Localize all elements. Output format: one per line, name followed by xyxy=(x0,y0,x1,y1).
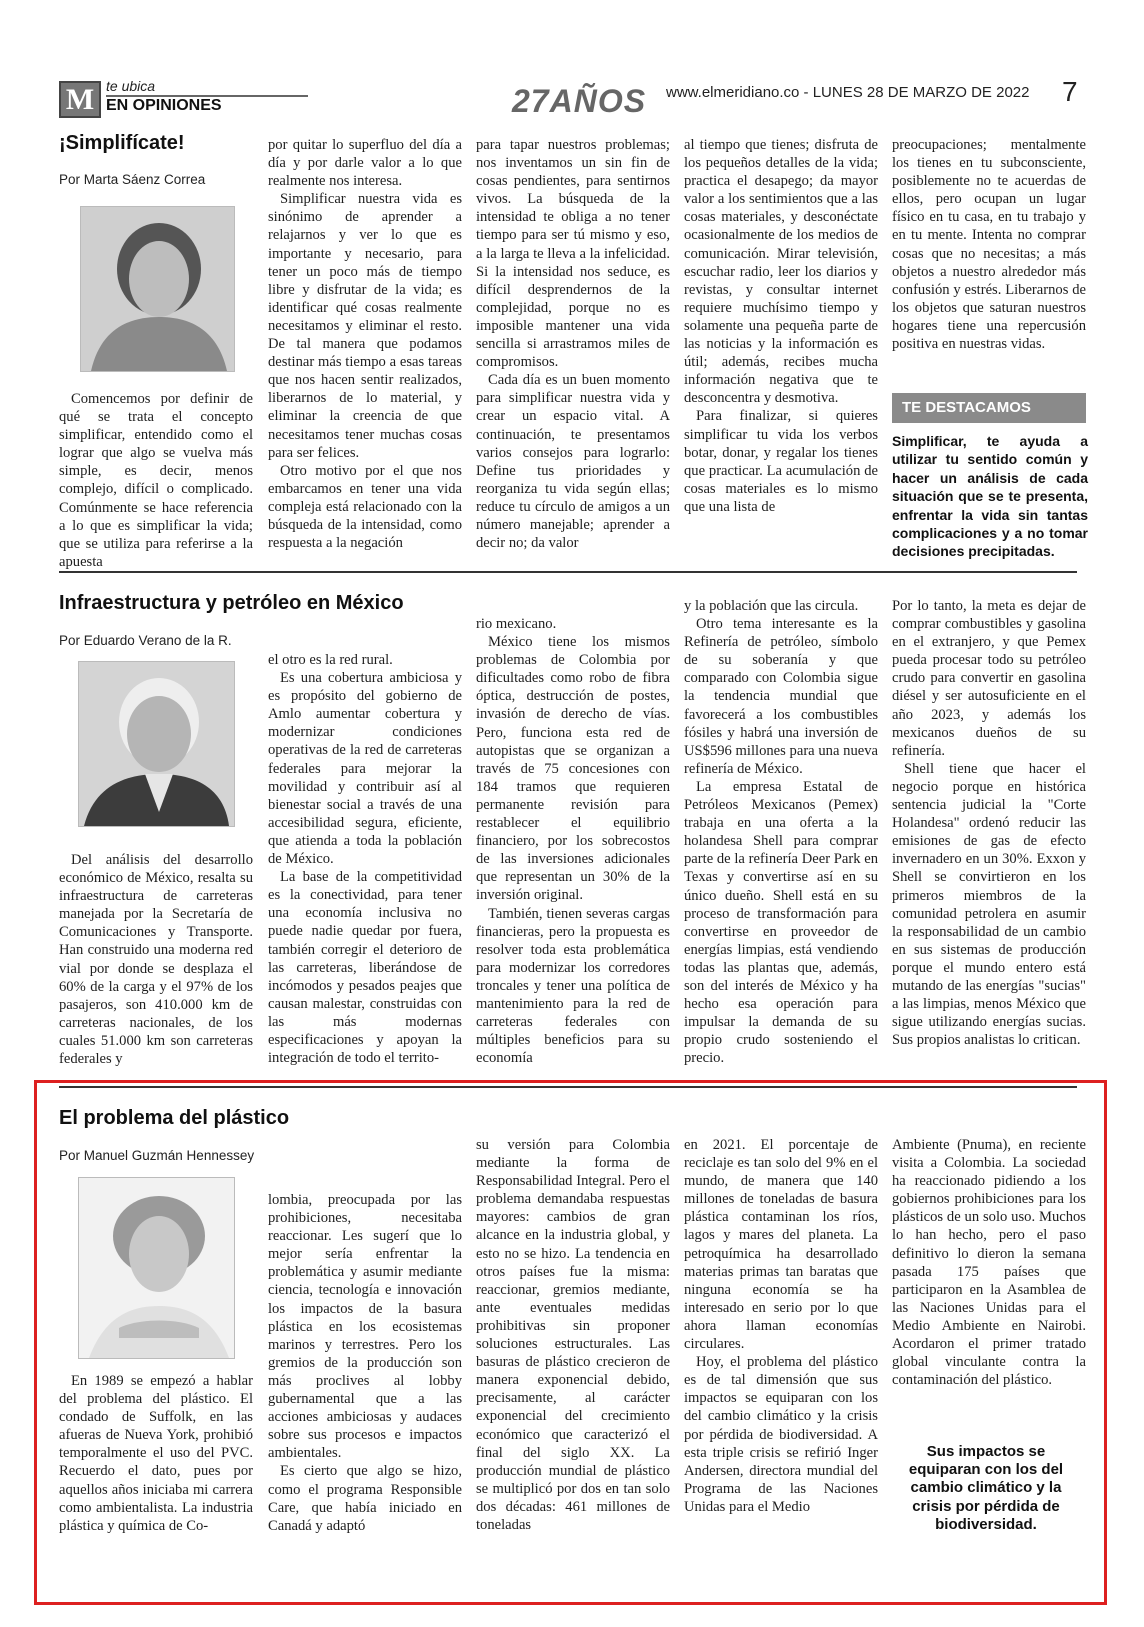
paragraph: En 1989 se empezó a hablar del problema del plástico. El condado de Suffolk, en las afueras de Nueva York, prohibió temporalmente el uso del PVC. Recuerdo el dato, pues por aquellos años iniciaba mi carrera como ambientalista. La industria plástica y química de Co- xyxy=(59,1373,253,1534)
paragraph: También, tienen severas cargas financieras, pero la propuesta es resolver toda esta problemática para modernizar los corredores troncales y tener una política de mantenimiento para la red de carreteras federales con múltiples beneficios para su economía xyxy=(476,905,670,1067)
paragraph: Es cierto que algo se hizo, como el programa Responsible Care, que había iniciado en Canadá y adaptó xyxy=(268,1463,462,1534)
paragraph: México tiene los mismos problemas de Colombia por dificultades como robo de fibra óptica, destrucción de postes, invasión de derecho de vías. Pero, funciona esta red de autopistas que se organizan a través de 75 concesiones con 184 tramos que requieren permanente revisión para restablecer el equilibrio financiero, por los sobrecostos de las inversiones adicionales que representan un 30% de la inversión original. xyxy=(476,634,670,904)
pull-quote: Sus impactos se equiparan con los del cambio climático y la crisis por pérdida de biodiversidad. xyxy=(908,1443,1064,1533)
article3-column-3 xyxy=(476,1136,670,1554)
author-photo-eduardo xyxy=(78,661,235,827)
section-divider xyxy=(59,571,1077,573)
paragraph: y la población que las circula. xyxy=(684,598,859,614)
paragraph: Otro motivo por el que nos embarcamos en tener una vida compleja está relacionado con la búsqueda de la intensidad, como respuesta a la negación xyxy=(268,462,462,552)
te-destacamos-text: Simplificar, te ayuda a utilizar tu sentido común y hacer un análisis de cada situación que se te presenta, enfrentar la vida sin tantas complicaciones y a no tomar decisiones precipitadas. xyxy=(892,433,1088,560)
paragraph: Por lo tanto, la meta es dejar de comprar combustibles y gasolina en el extranjero, y que Pemex pueda procesar todo su petróleo crudo para convertir en gasolina diésel y ser autosuficiente en el año 2023, y además los mexicanos dueños de su refinería. xyxy=(892,598,1086,759)
article3-headline: El problema del plástico xyxy=(59,1107,290,1129)
article3-byline: Por Manuel Guzmán Hennessey xyxy=(59,1148,255,1163)
paragraph: su versión para Colombia mediante la forma de Responsabilidad Integral. Pero el problema demandaba respuestas mayores: cambios de gran alcance en la industria global, y esto no se hizo. La tendencia en otros países fue la misma: reaccionar, gremios mediante, ante eventuales medidas prohibitivas sin proponer soluciones estructurales. Las basuras de plástico crecieron de manera exponencial debido, precisamente, al carácter exponencial del crecimiento económico que caracterizó el final del siglo XX. La producción mundial de plástico se multiplicó por dos en tan solo dos décadas: 461 millones de toneladas xyxy=(476,1137,670,1533)
paragraph: Otro tema interesante es la Refinería de petróleo, símbolo de su soberanía y que comparado con Colombia sigue la tendencia mundial que favorecerá a los combustibles fósiles y habrá una inversión de US$596 millones para una nueva refinería de México. xyxy=(684,616,878,777)
article2-column-2 xyxy=(268,651,462,1067)
paragraph: en 2021. El porcentaje de reciclaje es tan solo del 9% en el mundo, de manera que 140 millones de toneladas de basura plástica contaminan los ríos, lagos y mares del planeta. La petroquímica ha desarrollado materias primas tan baratas que ninguna economía se ha interesado en serio por lo que ahora llaman economías circulares. xyxy=(684,1137,878,1353)
author-photo-manuel xyxy=(78,1177,235,1359)
paragraph: para tapar nuestros problemas; nos inventamos un sin fin de cosas pendientes, para sentirnos vivos. La búsqueda de la intensidad te obliga a no tener tiempo para ser tú mismo y eso, a la larga te lleva a la infelicidad. Si la intensidad nos seduce, es difícil desprendernos de la complejidad, porque no es imposible mantener una vida sencilla si arrastramos miles de compromisos. xyxy=(476,137,670,371)
article1-column-2 xyxy=(268,136,462,561)
paragraph: La base de la competitividad es la conectividad, para tener una economía inclusiva no puede nadie quedar por fuera, también corregir el deterioro de las carreteras, liberándose de incómodos y pesados peajes que causan malestar, construidas con las más modernas especificaciones y apoyan la integración de todo el territo- xyxy=(268,869,462,1067)
article3-column-5 xyxy=(892,1136,1086,1411)
article1-headline: ¡Simplifícate! xyxy=(59,132,185,154)
paragraph: Es una cobertura ambiciosa y es propósito del gobierno de Amlo aumentar cobertura y modernizar condiciones operativas de la red de carreteras federales para mejorar la movilidad y contribuir así al bienestar social a través de una accesibilidad segura, eficiente, que atienda a toda la población de México. xyxy=(268,670,462,868)
article1-column-5 xyxy=(892,136,1086,381)
paragraph: Shell tiene que hacer el negocio porque en histórica sentencia judicial la "Corte Holandesa" ordenó reducir las emisiones de gas de efecto invernadero en un 30%. Exxon y Shell se convirtieron en los primeros miembros de la comunidad petrolera en asumir la responsabilidad de un cambio en sus sistemas de producción porque el mundo entero está mutando de las energías "sucias" a las limpias, menos México que sigue utilizando energías sucias. Sus propios analistas lo critican. xyxy=(892,760,1086,1049)
article3-column-2 xyxy=(268,1191,462,1554)
article3-column-4 xyxy=(684,1136,878,1554)
paragraph: el otro es la red rural. xyxy=(268,652,393,668)
paragraph: al tiempo que tienes; disfruta de los pequeños detalles de la vida; practica el desapego; da mayor valor a los sentimientos que a las cosas materiales, y desconéctate ocasionalmente de los medios de comunicación. Mirar televisión, escuchar radio, leer los diarios y revistas, y consultar internet requiere muchísimo tiempo y solamente una pequeña parte de las noticias y la información es útil; además, recibes mucha información negativa que te desconcentra y desmotiva. xyxy=(684,137,878,407)
article2-column-4 xyxy=(684,597,878,1067)
section-name: EN OPINIONES xyxy=(106,97,222,114)
article2-byline: Por Eduardo Verano de la R. xyxy=(59,633,232,648)
paragraph: La empresa Estatal de Petróleos Mexicanos (Pemex) trabaja en una oferta a la holandesa Shell para comprar parte de la refinería Deer Park en Texas y convertirse así en su único dueño. Shell está en su proceso de transformación para convertirse en proveedor de energías limpias, está vendiendo todas las plantas que, además, son del interés de México y ha hecho esa operación para impulsar la demanda de su propio crudo sosteniendo el precio. xyxy=(684,778,878,1067)
article1-column-1 xyxy=(59,390,253,570)
paragraph: preocupaciones; mentalmente los tienes en tu subconsciente, posiblemente no te acuerdas de ellos, pero ocupan un lugar físico en tu casa, en tu trabajo y en tu mente. Intenta no comprar cosas que no necesitas; a más objetos a nuestro alrededor más confusión y estrés. Liberarnos de los objetos que saturan nuestros hogares tiene una repercusión positiva en nuestras vidas. xyxy=(892,137,1086,353)
paragraph: Del análisis del desarrollo económico de México, resalta su infraestructura de carreteras manejada por la Secretaría de Comunicaciones y Transporte. Han construido una moderna red vial por donde se desplaza el 60% de la carga y el 97% de los pasajeros, son 410.000 km de carreteras nacionales, de los cuales 51.000 km son carreteras federales y xyxy=(59,852,253,1068)
paragraph: lombia, preocupada por las prohibiciones, necesitaba reaccionar. Les sugerí que lo mejor sería enfrentar la problemática y asumir mediante ciencia, tecnología e innovación los impactos de la basura plástica en los ecosistemas marinos y terrestres. Pero los gremios de la producción son más proclives al lobby gubernamental que a las acciones ambiciosas y audaces sobre sus procesos e impactos ambientales. xyxy=(268,1192,462,1462)
te-destacamos-label: TE DESTACAMOS xyxy=(892,393,1086,423)
paragraph: Simplificar nuestra vida es sinónimo de aprender a relajarnos y ver lo que es importante y necesario, para tener un poco más de tiempo libre y disfrutar de la vida; es identificar qué cosas realmente necesitamos y eliminar el resto. De tal manera que podamos destinar más tiempo a esas tareas que nos hacen sentir realizados, liberarnos de lo material, y eliminar la creencia de que necesitamos tener muchas cosas para ser felices. xyxy=(268,191,462,461)
paragraph: Ambiente (Pnuma), en reciente visita a Colombia. La sociedad ha reaccionado pidiendo a los gobiernos prohibiciones para los plásticos de un solo uso. Muchos lo han hecho, pero el paso definitivo lo dieron la semana pasada 175 países que participaron en la Asamblea de las Naciones Unidas para el Medio Ambiente en Nairobi. Acordaron el primer tratado global vinculante contra la contaminación del plástico. xyxy=(892,1137,1086,1389)
article1-column-3 xyxy=(476,136,670,561)
article1-column-4 xyxy=(684,136,878,561)
author-photo-marta xyxy=(80,206,235,372)
article1-byline: Por Marta Sáenz Correa xyxy=(59,172,206,187)
article2-column-3 xyxy=(476,615,670,1067)
dateline: www.elmeridiano.co - LUNES 28 DE MARZO DE 2022 xyxy=(666,84,1030,101)
article2-headline: Infraestructura y petróleo en México xyxy=(59,592,404,614)
paragraph: Cada día es un buen momento para simplificar nuestra vida y crear un espacio vital. A continuación, te presentamos varios consejos para lograrlo: Define tus prioridades y reorganiza tu vida según ellas; reduce tu círculo de amigos a un número manejable; aprender a decir no; da valor xyxy=(476,372,670,552)
anniversary-logo: 27AÑOS xyxy=(512,83,647,119)
paragraph: Hoy, el problema del plástico es de tal dimensión que sus impactos se equiparan con los del cambio climático y la crisis por pérdida de biodiversidad. A esta triple crisis se refirió Inger Andersen, directora mundial del Programa de las Naciones Unidas para el Medio xyxy=(684,1354,878,1515)
newspaper-logo: M xyxy=(59,81,101,118)
paragraph: rio mexicano. xyxy=(476,616,557,632)
page-number: 7 xyxy=(1062,76,1078,107)
paragraph: Para finalizar, si quieres simplificar tu vida los verbos botar, donar, y regalar los tienes que practicar. La acumulación de cosas materiales es lo mismo que una lista de xyxy=(684,408,878,515)
article3-column-1 xyxy=(59,1372,253,1554)
paragraph: por quitar lo superfluo del día a día y por darle valor a lo que realmente nos interesa. xyxy=(268,137,462,190)
paragraph: Comencemos por definir de qué se trata el concepto simplificar, entendido como el lograr que algo se vuelva más simple, es decir, menos complejo, difícil o complicado. Comúnmente se hace referencia a lo que es simplificar la vida; que se utiliza para referirse a la apuesta xyxy=(59,391,253,570)
article2-column-5 xyxy=(892,597,1086,1067)
article2-column-1 xyxy=(59,851,253,1067)
section-kicker: te ubica xyxy=(106,78,156,94)
